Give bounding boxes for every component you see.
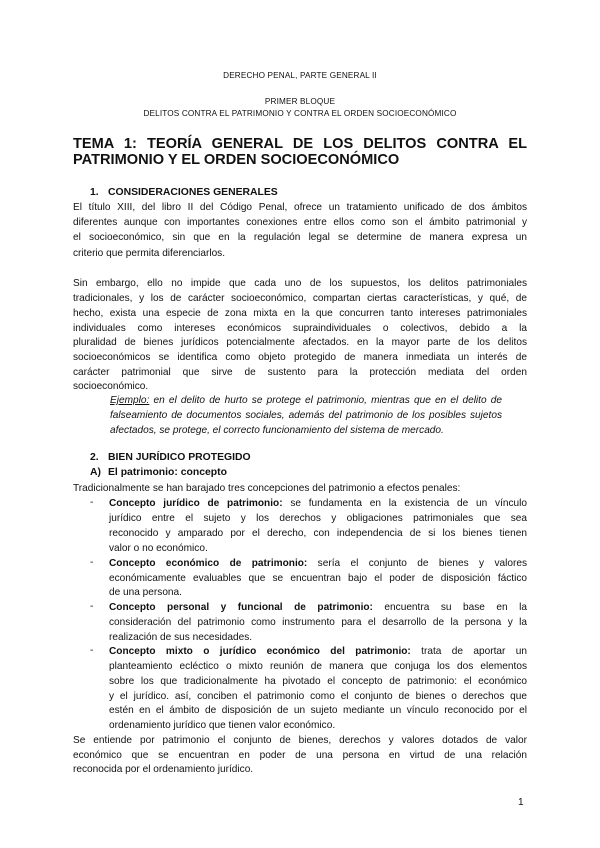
block-header: PRIMER BLOQUE bbox=[264, 97, 336, 106]
bullet-line: y el jurídico. así, conciben el patrimonio como el conjunto de bienes o derechos que bbox=[109, 691, 527, 702]
bullet-term: Concepto personal y funcional de patrimonio: bbox=[109, 602, 373, 613]
bullet-line: jurídico entre el sujeto y los derechos y obligaciones patrimoniales que sea bbox=[109, 513, 527, 524]
subsection-a-heading bbox=[90, 467, 227, 478]
bullet-term: Concepto económico de patrimonio: bbox=[109, 558, 308, 569]
paragraph-line: tradicionales, y los de carácter socioeconómico, compartan ciertas características, y qué, de bbox=[73, 293, 527, 304]
bullet-line: consideración del patrimonio como instrumento para el desarrollo de la persona y la bbox=[109, 617, 527, 628]
topic-title-line-1: TEMA 1: TEORÍA GENERAL DE LOS DELITOS CONTRA EL bbox=[73, 136, 527, 152]
closing-line: reconocida por el ordenamiento jurídico. bbox=[73, 764, 254, 775]
paragraph-line: hecho, exista una especie de zona mixta en la que concurren tanto intereses patrimoniales bbox=[73, 308, 527, 319]
example-text: en el delito de hurto se protege el patrimonio, mientras que en el delito de bbox=[149, 395, 502, 406]
bullet-text: trata de aportar un bbox=[410, 646, 527, 657]
bullet-text: se fundamenta en la existencia de un vínculo bbox=[282, 498, 527, 509]
paragraph-line: criterio que permita diferenciarlos. bbox=[73, 248, 226, 259]
bullet-line: valor o no económico. bbox=[109, 543, 208, 554]
bullet-dash: - bbox=[90, 645, 94, 656]
paragraph-line: El título XIII, del libro II del Código Penal, ofrece un tratamiento unificado de dos ámbitos bbox=[73, 202, 527, 213]
bullet-line bbox=[109, 497, 527, 510]
bullet-term: Concepto mixto o jurídico económico del patrimonio: bbox=[109, 646, 411, 657]
closing-line: Se entiende por patrimonio el conjunto de bienes, derechos y valores dotados de valor bbox=[73, 735, 527, 746]
bullet-dash: - bbox=[90, 557, 94, 568]
paragraph-line: socioeconómicos se identifica como objeto protegido de manera inmediata un interés de bbox=[73, 352, 527, 363]
section-1-title: CONSIDERACIONES GENERALES bbox=[108, 187, 278, 198]
bullet-line bbox=[109, 557, 527, 570]
bullet-text: sería el conjunto de bienes y valores bbox=[307, 558, 527, 569]
paragraph-line: individuales como intereses económicos supraindividuales o colectivos, debido a la bbox=[73, 323, 527, 334]
subsection-a-title: El patrimonio: concepto bbox=[108, 467, 227, 478]
example-label: Ejemplo: bbox=[110, 395, 150, 406]
bullet-term: Concepto jurídico de patrimonio: bbox=[109, 498, 283, 509]
bullet-line: planteamiento ecléctico o mixto reunión de manera que conjuga los dos elementos bbox=[109, 661, 527, 672]
intro-line: Tradicionalmente se han barajado tres concepciones del patrimonio a efectos penales: bbox=[73, 483, 461, 494]
section-2-title: BIEN JURÍDICO PROTEGIDO bbox=[108, 452, 251, 463]
bullet-line: reconocido y amparado por el derecho, con independencia de si los bienes tienen bbox=[109, 528, 527, 539]
course-header: DERECHO PENAL, PARTE GENERAL II bbox=[223, 71, 377, 80]
section-1-number: 1. bbox=[90, 187, 99, 198]
paragraph-line: socioeconómico. bbox=[73, 381, 149, 392]
subsection-a-letter: A) bbox=[90, 467, 101, 478]
paragraph-line: el socioeconómico, sin que en la regulación legal se determine de manera expresa un bbox=[73, 232, 527, 243]
bullet-text: encuentra su base en la bbox=[372, 602, 527, 613]
bullet-dash: - bbox=[90, 601, 94, 612]
bullet-line bbox=[109, 645, 527, 658]
section-2-heading bbox=[90, 452, 251, 463]
bullet-line: de una persona. bbox=[109, 587, 182, 598]
paragraph-line: carácter patrimonial que sirve de sustento para la protección mediata del orden bbox=[73, 367, 527, 378]
bullet-line: sobre los que tradicionalmente ha pivotado el concepto de patrimonio: el económico bbox=[109, 676, 527, 687]
bullet-dash: - bbox=[90, 497, 94, 508]
bullet-line bbox=[109, 601, 527, 614]
bullet-line: estén en el ámbito de disposición de un sujeto mediante un vínculo reconocido por el bbox=[109, 705, 527, 716]
paragraph-line: Sin embargo, ello no impide que cada uno de los supuestos, los delitos patrimoniales bbox=[73, 278, 527, 289]
paragraph-line: diferentes aunque con importantes conexiones entre ellos como son el ámbito patrimonial y bbox=[73, 217, 527, 228]
example-line: afectados, se protege, el correcto funcionamiento del sistema de mercado. bbox=[110, 425, 444, 436]
bullet-line: económicamente evaluables que se encuentran bajo el poder de disposición fáctico bbox=[109, 573, 527, 584]
bullet-line: realización de sus necesidades. bbox=[109, 632, 253, 643]
closing-line: económico que se encuentran en poder de una persona en virtud de una relación bbox=[73, 750, 527, 761]
block-subheader: DELITOS CONTRA EL PATRIMONIO Y CONTRA EL ORDEN SOCIOECONÓMICO bbox=[143, 109, 457, 118]
section-2-number: 2. bbox=[90, 452, 99, 463]
page-number: 1 bbox=[518, 797, 524, 808]
example-line: falseamiento de documentos sociales, además del patrimonio de los posibles sujetos bbox=[110, 410, 502, 421]
bullet-line: ordenamiento jurídico que tienen valor económico. bbox=[109, 720, 336, 731]
example-line bbox=[110, 394, 502, 407]
topic-title-line-2: PATRIMONIO Y EL ORDEN SOCIOECONÓMICO bbox=[73, 152, 400, 168]
paragraph-line: pluralidad de bienes jurídicos potencialmente afectados. en la mayor parte de los delitos bbox=[73, 337, 527, 348]
section-1-heading bbox=[90, 187, 278, 198]
